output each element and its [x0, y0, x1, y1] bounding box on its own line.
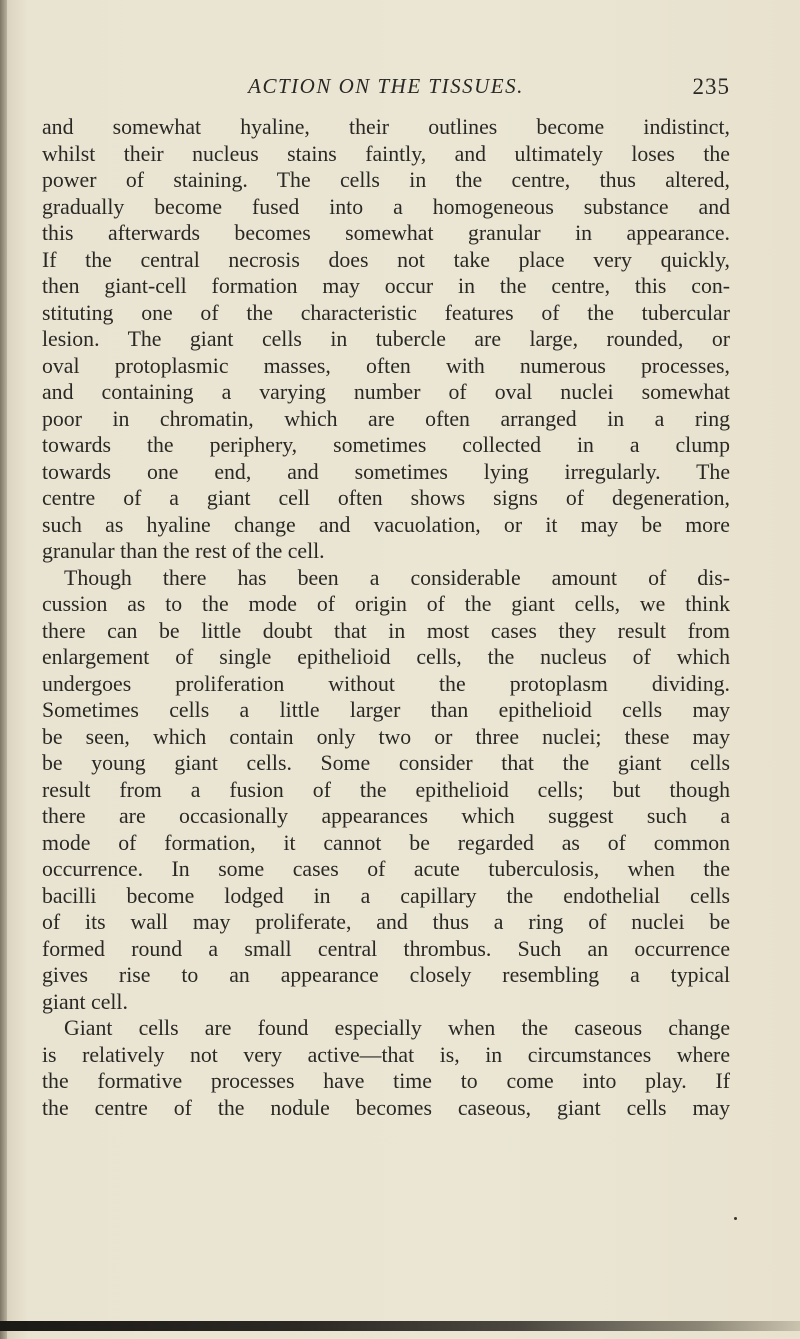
text-line: such as hyaline change and vacuolation, or it may be more [42, 512, 730, 537]
running-head [42, 72, 730, 106]
text-line: poor in chromatin, which are often arranged in a ring [42, 406, 730, 431]
text-line: power of staining. The cells in the centre, thus altered, [42, 168, 730, 192]
text-line: there can be little doubt that in most cases they result from [42, 618, 730, 643]
text-line: Sometimes cells a little larger than epithelioid cells may [42, 698, 730, 722]
text-line: Giant cells are found especially when the caseous change [64, 1016, 730, 1040]
body-text [42, 114, 730, 1121]
text-line: is relatively not very active—that is, in circumstances where [42, 1042, 730, 1067]
text-line: towards one end, and sometimes lying irregularly. The [42, 459, 730, 484]
ink-speck [734, 1217, 737, 1220]
text-line: oval protoplasmic masses, often with numerous processes, [42, 353, 730, 378]
text-line: and containing a varying number of oval nuclei somewhat [42, 380, 730, 404]
page-number: 235 [692, 74, 730, 99]
text-line: of its wall may proliferate, and thus a ring of nuclei be [42, 910, 730, 934]
text-line: this afterwards becomes somewhat granular in appearance. [42, 221, 730, 245]
text-line: Though there has been a considerable amount of dis- [64, 565, 730, 590]
text-line: bacilli become lodged in a capillary the endothelial cells [42, 883, 730, 908]
text-line: towards the periphery, sometimes collected in a clump [42, 433, 730, 457]
text-line: whilst their nucleus stains faintly, and ultimately loses the [42, 141, 730, 166]
text-line: formed round a small central thrombus. Such an occurrence [42, 936, 730, 961]
text-line: and somewhat hyaline, their outlines become indistinct, [42, 115, 730, 139]
text-line: undergoes proliferation without the protoplasm dividing. [42, 671, 730, 696]
text-line: result from a fusion of the epithelioid cells; but though [42, 777, 730, 802]
running-title: ACTION ON THE TISSUES. [248, 74, 524, 98]
text-line: gradually become fused into a homogeneous substance and [42, 194, 730, 219]
text-line: centre of a giant cell often shows signs of degeneration, [42, 486, 730, 510]
text-line: be seen, which contain only two or three nuclei; these may [42, 724, 730, 749]
text-line: the formative processes have time to come into play. If [42, 1069, 730, 1093]
text-line: lesion. The giant cells in tubercle are large, rounded, or [42, 327, 730, 351]
text-line: enlargement of single epithelioid cells, the nucleus of which [42, 645, 730, 669]
text-line: cussion as to the mode of origin of the giant cells, we think [42, 592, 730, 616]
text-line: mode of formation, it cannot be regarded as of common [42, 830, 730, 855]
text-line: giant cell. [42, 989, 128, 1014]
text-line: gives rise to an appearance closely resembling a typical [42, 963, 730, 987]
text-line: the centre of the nodule becomes caseous, giant cells may [42, 1095, 730, 1120]
text-line: then giant-cell formation may occur in the centre, this con- [42, 274, 730, 298]
text-line: occurrence. In some cases of acute tuberculosis, when the [42, 857, 730, 881]
text-line: If the central necrosis does not take place very quickly, [42, 247, 730, 272]
binding-edge [0, 0, 7, 1339]
page-bottom-edge [0, 1321, 800, 1331]
text-line: stituting one of the characteristic features of the tubercular [42, 300, 730, 325]
text-line: there are occasionally appearances which suggest such a [42, 804, 730, 828]
text-line: granular than the rest of the cell. [42, 539, 325, 563]
text-line: be young giant cells. Some consider that the giant cells [42, 751, 730, 775]
